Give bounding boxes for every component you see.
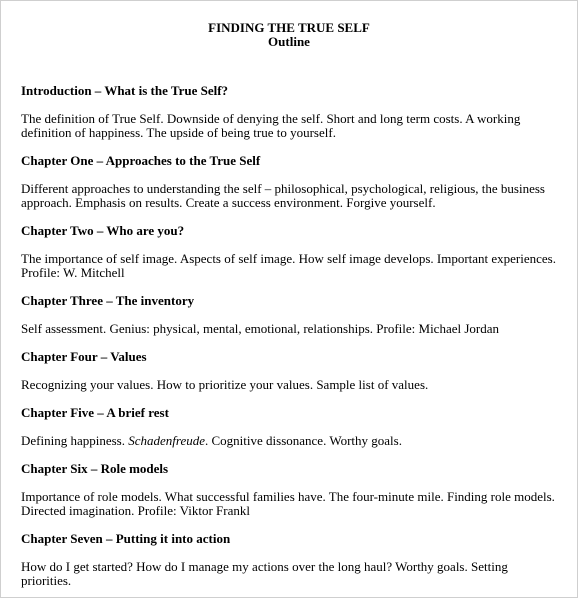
section-heading: Chapter Five – A brief rest — [21, 405, 169, 420]
section-body: Importance of role models. What successful families have. The four-minute mile. Finding role models. Directed imagination. Profile: Viktor Frankl — [21, 489, 555, 518]
section-chapter-three — [21, 294, 557, 336]
document-subtitle: Outline — [268, 34, 310, 49]
section-heading: Chapter Three – The inventory — [21, 293, 195, 308]
section-body: Self assessment. Genius: physical, mental, emotional, relationships. Profile: Michael Jordan — [21, 321, 500, 336]
section-chapter-five — [21, 406, 557, 448]
section-body: The importance of self image. Aspects of self image. How self image develops. Important experiences. Profile: W. Mitchell — [21, 251, 556, 280]
section-heading: Chapter Six – Role models — [21, 461, 169, 476]
section-body: Different approaches to understanding the self – philosophical, psychological, religious, the business approach. Emphasis on results. Create a success environment. Forgive yourself. — [21, 181, 545, 210]
section-heading: Chapter Seven – Putting it into action — [21, 531, 231, 546]
section-heading: Chapter One – Approaches to the True Self — [21, 153, 261, 168]
section-chapter-one — [21, 154, 557, 210]
section-heading: Chapter Four – Values — [21, 349, 147, 364]
section-chapter-two — [21, 224, 557, 280]
section-body: The definition of True Self. Downside of denying the self. Short and long term costs. A working definition of happiness. The upside of being true to yourself. — [21, 111, 521, 140]
document-title: FINDING THE TRUE SELF — [208, 20, 370, 35]
section-heading: Introduction – What is the True Self? — [21, 83, 229, 98]
section-body-emphasis: Schadenfreude — [128, 433, 206, 448]
section-body: How do I get started? How do I manage my actions over the long haul? Worthy goals. Setting priorities. — [21, 559, 508, 588]
section-body-part: Defining happiness. — [21, 433, 129, 448]
section-heading: Chapter Two – Who are you? — [21, 223, 185, 238]
section-chapter-seven — [21, 532, 557, 588]
section-body — [21, 434, 557, 448]
section-introduction — [21, 84, 557, 140]
section-body-part: . Cognitive dissonance. Worthy goals. — [205, 433, 402, 448]
section-chapter-six — [21, 462, 557, 518]
section-body: Recognizing your values. How to prioritize your values. Sample list of values. — [21, 377, 429, 392]
section-chapter-four — [21, 350, 557, 392]
